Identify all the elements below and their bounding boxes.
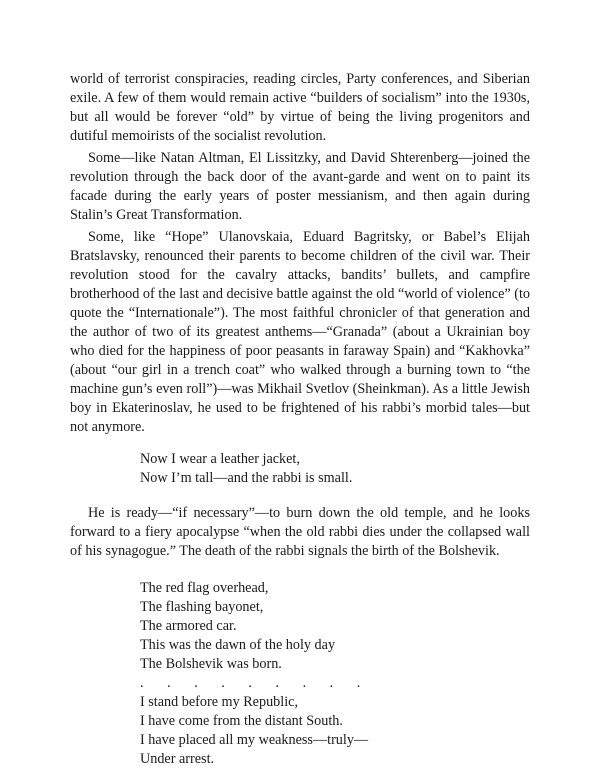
paragraph-1: world of terrorist conspiracies, reading circles, Party conferences, and Siberian exile. A few of them would remain active “builders of socialism” into the 1930s, but all would be forever “old” by virtue of being the living progenitors and dutiful memoirists of the socialist revolution.: [70, 71, 530, 144]
verse-line: I stand before my Republic,: [140, 694, 298, 710]
verse-line: This was the dawn of the holy day: [140, 637, 336, 653]
verse-line: Under arrest.: [140, 751, 215, 767]
verse-line: I have placed all my weakness—truly—: [140, 732, 369, 748]
paragraph-4: He is ready—“if necessary”—to burn down the old temple, and he looks forward to a fiery apocalypse “when the old rabbi dies under the collapsed wall of his synagogue.” The death of the rabbi signals the birth of the Bolshevik.: [70, 505, 530, 559]
verse-line: I have come from the distant South.: [140, 713, 343, 729]
verse-line: Now I wear a leather jacket,: [140, 451, 300, 467]
verse-line: The armored car.: [140, 618, 237, 634]
verse-ellipsis: . . . . . . . . .: [140, 675, 371, 691]
verse-line: The Bolshevik was born.: [140, 656, 282, 672]
paragraph-2: Some—like Natan Altman, El Lissitzky, and David Shterenberg—joined the revolution through the back door of the avant-garde and went on to paint its facade during the early years of poster messianism, and then again during Stalin’s Great Transformation.: [70, 150, 530, 223]
verse-line: The red flag overhead,: [140, 580, 269, 596]
verse-line: Now I’m tall—and the rabbi is small.: [140, 470, 353, 486]
verse-red-flag: [70, 579, 530, 769]
verse-leather-jacket: [70, 450, 530, 488]
paragraph-3: Some, like “Hope” Ulanovskaia, Eduard Bagritsky, or Babel’s Elijah Bratslavsky, renounced their parents to become children of the civil war. Their revolution stood for the cavalry attacks, bandits’ bullets, and campfire brotherhood of the last and decisive battle against the old “world of violence” (to quote the “Internationale”). The most faithful chronicler of that generation and the author of two of its greatest anthems—“Granada” (about a Ukrainian boy who died for the happiness of poor peasants in faraway Spain) and “Kakhovka” (about “our girl in a trench coat” who walked through a burning town to “the machine gun’s even roll”)—was Mikhail Svetlov (Sheinkman). As a little Jewish boy in Ekaterinoslav, he used to be frightened of his rabbi’s morbid tales—but not anymore.: [70, 229, 530, 435]
verse-line: The flashing bayonet,: [140, 599, 264, 615]
page-body: [70, 70, 530, 769]
